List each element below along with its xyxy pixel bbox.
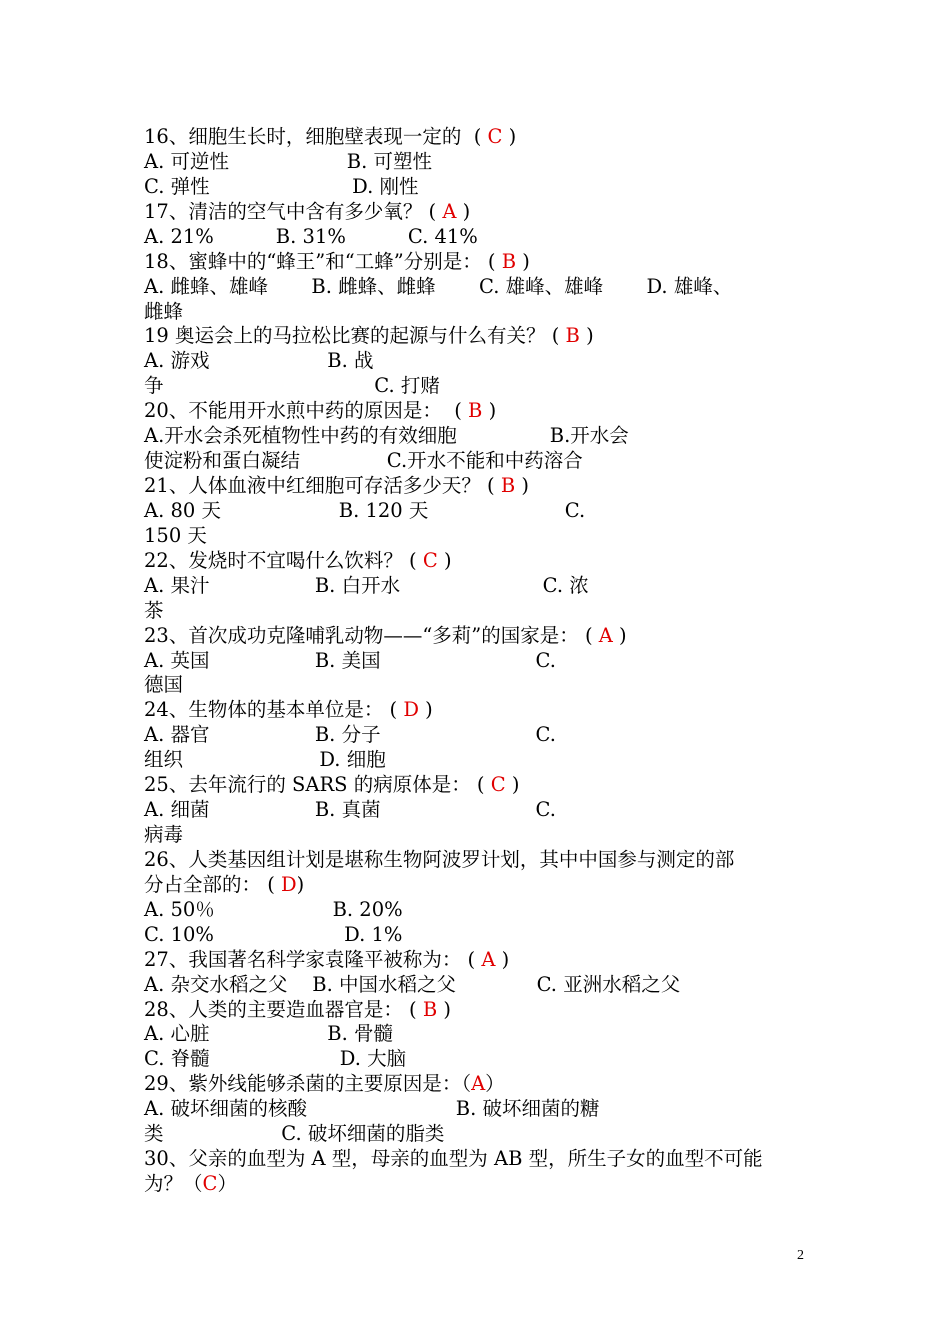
line-text-end: ) — [418, 698, 433, 722]
answer-letter: C — [487, 125, 503, 148]
answer-letter: C — [202, 1172, 218, 1196]
text-line — [144, 623, 627, 648]
text-line — [144, 323, 594, 348]
line-text-end: ） — [485, 1072, 505, 1096]
answer-letter: A — [598, 623, 613, 647]
answer-letter: A — [471, 1072, 486, 1096]
line-text: 雌蜂 — [144, 299, 184, 323]
text-line — [144, 722, 556, 747]
text-line — [144, 199, 470, 224]
text-line — [144, 348, 373, 373]
text-line — [144, 997, 451, 1022]
text-line — [144, 398, 496, 423]
line-text: A. 杂交水稻之父 B. 中国水稻之父 C. 亚洲水稻之父 — [144, 972, 681, 996]
line-text: C. 弹性 D. 刚性 — [144, 174, 419, 198]
line-text-end: ） — [217, 1172, 237, 1196]
text-line — [144, 473, 529, 498]
line-text: 使淀粉和蛋白凝结 C.开水不能和中药溶合 — [144, 449, 583, 473]
line-text: 27、我国著名科学家袁隆平被称为： ( — [144, 947, 482, 971]
text-line — [144, 423, 629, 448]
line-text: 为？（ — [144, 1172, 203, 1196]
answer-letter: A — [481, 947, 496, 971]
line-text: 150 天 — [144, 523, 207, 547]
text-line — [144, 1096, 599, 1121]
line-text: 22、发烧时不宜喝什么饮料？ ( — [144, 548, 423, 572]
line-text: 16、细胞生长时，细胞壁表现一定的 ( — [144, 125, 488, 148]
line-text: 18、蜜蜂中的“蜂王”和“工蜂”分别是： ( — [144, 249, 502, 273]
text-line — [144, 598, 164, 623]
line-text: 21、人体血液中红细胞可存活多少天？ ( — [144, 474, 501, 498]
line-text: A. 雌蜂、雄峰 B. 雌蜂、雌蜂 C. 雄峰、雄峰 D. 雄峰、 — [144, 274, 733, 298]
text-line — [144, 299, 183, 324]
text-line — [144, 822, 183, 847]
text-line — [144, 1071, 505, 1096]
text-line — [144, 498, 585, 523]
text-line — [144, 897, 403, 922]
line-text: 病毒 — [144, 823, 184, 847]
answer-letter: B — [500, 474, 516, 498]
text-line — [144, 373, 440, 398]
text-line — [144, 747, 386, 772]
line-text: A. 80 天 B. 120 天 C. — [144, 498, 586, 522]
line-text-end: ) — [516, 249, 530, 273]
text-line — [144, 274, 732, 299]
answer-letter: A — [442, 199, 457, 223]
line-text: 30、父亲的血型为 A 型，母亲的血型为 AB 型，所生子女的血型不可能 — [144, 1147, 763, 1171]
line-text-end: ) — [296, 872, 305, 896]
line-text: A. 可逆性 B. 可塑性 — [144, 149, 432, 173]
line-text-end: ) — [437, 548, 452, 572]
line-text: 组织 D. 细胞 — [144, 748, 386, 772]
line-text: A. 破坏细菌的核酸 B. 破坏细菌的糖 — [144, 1097, 600, 1121]
line-text: 19 奥运会上的马拉松比赛的起源与什么有关？ ( — [144, 324, 566, 348]
line-text: A. 50％ B. 20% — [144, 897, 403, 921]
answer-letter: C — [490, 773, 506, 797]
text-line — [144, 249, 530, 274]
line-text: 26、人类基因组计划是堪称生物阿波罗计划，其中中国参与测定的部 — [144, 847, 735, 871]
line-text: A. 游戏 B. 战 — [144, 349, 374, 373]
text-line — [144, 947, 509, 972]
answer-letter: B — [422, 997, 438, 1021]
text-line — [144, 1171, 237, 1196]
text-line — [144, 573, 589, 598]
line-text: C. 脊髓 D. 大脑 — [144, 1047, 407, 1071]
line-text: 25、去年流行的 SARS 的病原体是： ( — [144, 773, 491, 797]
line-text: 24、生物体的基本单位是： ( — [144, 698, 404, 722]
line-text-end: ) — [515, 474, 529, 498]
text-line — [144, 174, 419, 199]
answer-letter: B — [468, 399, 483, 423]
line-text-end: ) — [612, 623, 627, 647]
line-text: 茶 — [144, 598, 164, 622]
line-text-end: ) — [437, 997, 451, 1021]
text-line — [144, 972, 680, 997]
text-line — [144, 1121, 444, 1146]
line-text: A. 果汁 B. 白开水 C. 浓 — [144, 573, 589, 597]
answer-letter: C — [422, 548, 438, 572]
answer-letter: D — [281, 872, 297, 896]
text-line — [144, 872, 304, 897]
text-line — [144, 448, 583, 473]
page-number: 2 — [797, 1248, 804, 1263]
line-text: 类 C. 破坏细菌的脂类 — [144, 1122, 445, 1146]
text-line — [144, 847, 734, 872]
text-line — [144, 149, 432, 174]
text-line — [144, 797, 556, 822]
line-text: 分占全部的： ( — [144, 872, 282, 896]
line-text-end: ) — [482, 399, 497, 423]
line-text-end: ) — [502, 125, 517, 148]
line-text: A. 英国 B. 美国 C. — [144, 648, 556, 672]
text-line — [144, 548, 452, 573]
text-line — [144, 922, 402, 947]
text-line — [144, 697, 433, 722]
line-text-end: ) — [505, 773, 520, 797]
line-text: 20、不能用开水煎中药的原因是： ( — [144, 399, 469, 423]
text-line — [144, 1146, 763, 1171]
line-text: 29、紫外线能够杀菌的主要原因是：（ — [144, 1072, 472, 1096]
answer-letter: B — [501, 249, 517, 273]
answer-letter: D — [403, 698, 419, 722]
text-line — [144, 772, 519, 797]
line-text: 17、清洁的空气中含有多少氧？ ( — [144, 199, 443, 223]
text-line — [144, 672, 183, 697]
line-text: A. 器官 B. 分子 C. — [144, 723, 556, 747]
text-line — [144, 523, 207, 548]
line-text: 28、人类的主要造血器官是： ( — [144, 997, 423, 1021]
line-text: 23、首次成功克隆哺乳动物——“多莉”的国家是： ( — [144, 623, 599, 647]
text-line — [144, 1046, 406, 1071]
line-text: C. 10% D. 1% — [144, 922, 403, 946]
text-line — [144, 224, 478, 249]
line-text: A.开水会杀死植物性中药的有效细胞 B.开水会 — [144, 424, 629, 448]
line-text: A. 细菌 B. 真菌 C. — [144, 798, 556, 822]
line-text: 争 C. 打赌 — [144, 374, 440, 398]
line-text-end: ) — [579, 324, 594, 348]
line-text-end: ) — [495, 947, 510, 971]
text-line — [144, 1021, 393, 1046]
answer-letter: B — [565, 324, 580, 348]
line-text: A. 心脏 B. 骨髓 — [144, 1022, 393, 1046]
text-line — [144, 648, 556, 673]
line-text: A. 21% B. 31% C. 41% — [144, 224, 478, 248]
text-line — [144, 124, 516, 149]
line-text: 德国 — [144, 673, 184, 697]
line-text-end: ) — [456, 199, 471, 223]
